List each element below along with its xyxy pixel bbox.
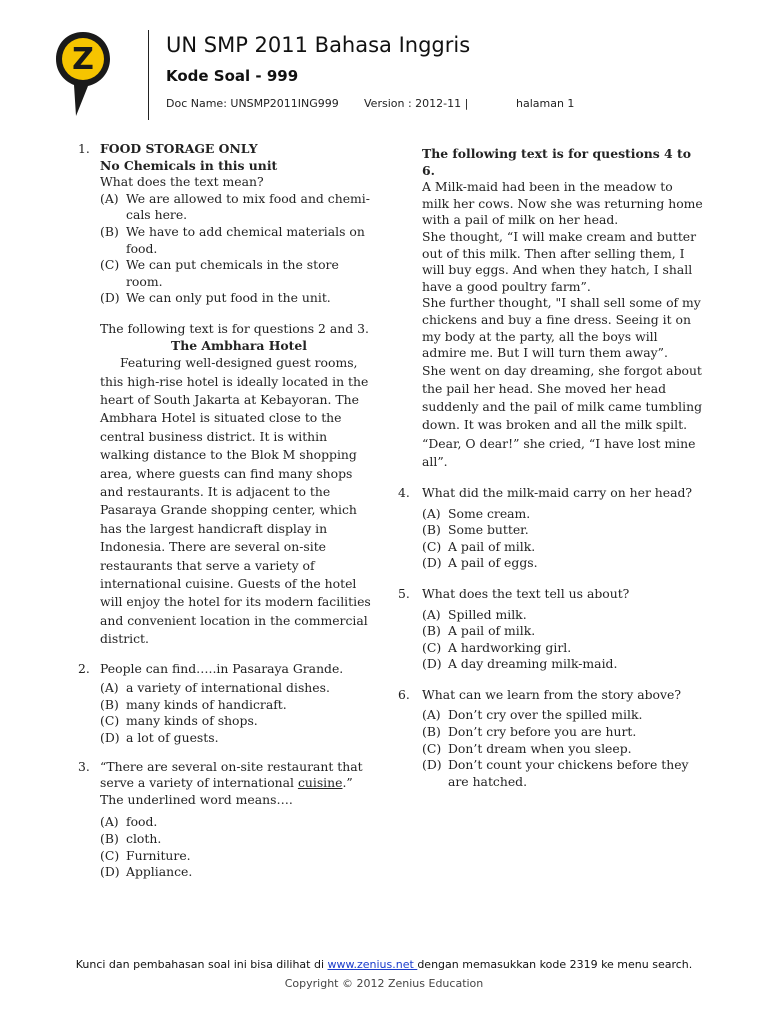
doc-name: Doc Name: UNSMP2011ING999 [166, 97, 339, 110]
underlined-word: cuisine [297, 775, 343, 791]
right-column [398, 146, 703, 790]
question-6: 6. What can we learn from the story above? (A) Don’t cry over the spilled milk. (B) Don’t cry before you are hurt. (C) Don’t dream when you sleep. (D) Don’t count your chickens before they are hatched. [398, 687, 703, 791]
question-3: 3. “There are several on-site restaurant that serve a variety of international cuisine.” The underlined word means…. (A) food. (B) cloth. (C) Furniture. (D) Appliance. [78, 759, 378, 881]
option-c: (C) A hardworking girl. [422, 639, 572, 655]
story-paragraph-2: She thought, “I will make cream and butter out of this milk. Then after selling them, I will buy eggs. And when they hatch, I shall have a good poultry farm”. [422, 228, 697, 294]
zenius-logo-icon [54, 30, 112, 118]
option-a: (A) Don’t cry over the spilled milk. [422, 707, 643, 723]
passage-title: The Ambhara Hotel [170, 337, 307, 353]
question-2: 2. People can find…..in Pasaraya Grande. (A) a variety of international dishes. (B) many kinds of handicraft. (C) many kinds of shops. (D) a lot of guests. [78, 661, 378, 747]
option-c: (C) A pail of milk. [422, 538, 536, 554]
option-d: (D) A day dreaming milk-maid. [422, 656, 618, 672]
question-4: 4. What did the milk-maid carry on her head? (A) Some cream. (B) Some butter. (C) A pail of milk. (D) A pail of eggs. [398, 485, 703, 572]
passage-intro: The following text is for questions 4 to 6. [422, 146, 691, 178]
option-d: (D) A pail of eggs. [422, 555, 538, 571]
sign-line-2: No Chemicals in this unit [100, 157, 278, 173]
option-d: (D) We can only put food in the unit. [100, 290, 331, 306]
footer-note: Kunci dan pembahasan soal ini bisa dilihat di www.zenius.net dengan memasukkan kode 2319 ke menu search. [75, 958, 693, 971]
hotel-passage [78, 321, 378, 649]
doc-version: Version : 2012-11 | [364, 97, 469, 110]
question-1 [78, 141, 378, 307]
left-column [78, 141, 378, 881]
option-a: (A) We are allowed to mix food and chemi-cals here. [100, 190, 370, 223]
copyright: Copyright © 2012 Zenius Education [284, 977, 484, 990]
zenius-link[interactable]: www.zenius.net [327, 958, 418, 971]
option-b: (B) Don’t cry before you are hurt. [422, 724, 637, 740]
story-paragraph-3: She further thought, "I shall sell some of my chickens and buy a fine dress. Seeing it on my body at the party, all the boys will admire me. But I will turn them away”. [422, 295, 701, 361]
option-a: (A) a variety of international dishes. [100, 680, 330, 696]
option-a: (A) Spilled milk. [422, 606, 527, 622]
logo-letter: Z [72, 42, 94, 77]
option-d: (D) Don’t count your chickens before they are hatched. [422, 757, 689, 789]
passage-body: Featuring well-designed guest rooms, this high-rise hotel is ideally located in the heart of South Jakarta at Kebayoran. The Ambhara Hotel is situated close to the central business district. It is within walking distance to the Blok M shopping area, where guests can find many shops and restaurants. It is adjacent to the Pasaraya Grande shopping center, which has the largest handicraft display in Indonesia. There are several on-site restaurants that serve a variety of international cuisine. Guests of the hotel will enjoy the hotel for its modern facilities and convenient location in the commercial district. [100, 355, 371, 647]
page-number: halaman 1 [516, 97, 575, 110]
story-paragraph-4: She went on day dreaming, she forgot about the pail her head. She moved her head suddenly and the pail of milk came tumbling down. It was broken and all the milk spilt. “Dear, O dear!” she cried, “I have lost mine all”. [422, 362, 702, 469]
question-text: People can find…..in Pasaraya Grande. [100, 660, 344, 676]
option-b: (B) many kinds of handicraft. [100, 696, 287, 712]
option-b: (B) cloth. [100, 830, 162, 846]
question-text: “There are several on-site restaurant that serve a variety of international cuisine.” The underlined word means…. [100, 758, 363, 807]
option-a: (A) Some cream. [422, 505, 531, 521]
page-subtitle: Kode Soal - 999 [166, 67, 299, 85]
passage-intro: The following text is for questions 2 and 3. [100, 320, 369, 336]
option-b: (B) We have to add chemical materials on food. [100, 223, 365, 256]
option-c: (C) We can put chemicals in the store room. [100, 257, 339, 289]
page-title: UN SMP 2011 Bahasa Inggris [166, 33, 471, 57]
option-d: (D) a lot of guests. [100, 730, 219, 745]
story-passage [398, 146, 703, 471]
option-d: (D) Appliance. [100, 864, 193, 880]
question-text: What does the text tell us about? [422, 585, 630, 601]
question-number: 1. [78, 141, 90, 156]
header-divider [148, 30, 149, 120]
question-text: What did the milk-maid carry on her head? [422, 484, 693, 500]
story-paragraph-1: A Milk-maid had been in the meadow to milk her cows. Now she was returning home with a pail of milk on her head. [422, 179, 703, 228]
question-text: What does the text mean? [100, 174, 264, 190]
option-c: (C) Don’t dream when you sleep. [422, 740, 632, 756]
question-5: 5. What does the text tell us about? (A) Spilled milk. (B) A pail of milk. (C) A hardworking girl. (D) A day dreaming milk-maid. [398, 586, 703, 673]
option-b: (B) A pail of milk. [422, 623, 536, 639]
sign-line-1: FOOD STORAGE ONLY [100, 141, 258, 156]
option-c: (C) many kinds of shops. [100, 713, 258, 729]
question-text: What can we learn from the story above? [422, 686, 681, 702]
option-c: (C) Furniture. [100, 847, 191, 863]
option-a: (A) food. [100, 814, 158, 830]
option-b: (B) Some butter. [422, 522, 529, 538]
